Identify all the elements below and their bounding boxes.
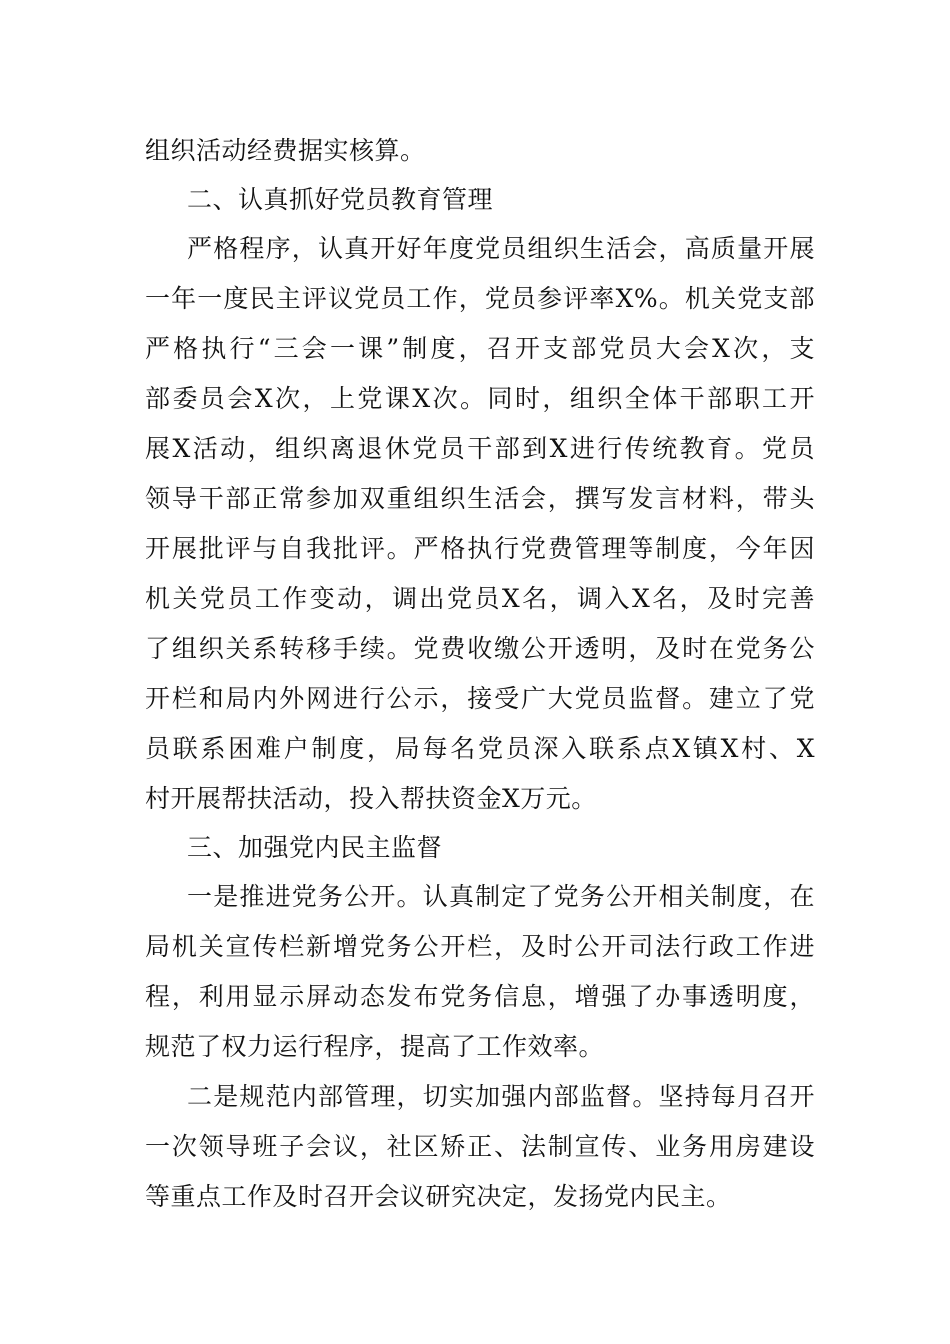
section-heading: 二、认真抓好党员教育管理	[187, 185, 494, 214]
text-line: 一次领导班子会议，社区矫正、法制宣传、业务用房建设	[145, 1132, 815, 1161]
text-line: 村开展帮扶活动，投入帮扶资金X万元。	[145, 784, 597, 813]
text-line: 组织活动经费据实核算。	[145, 136, 426, 165]
text-line: 一是推进党务公开。认真制定了党务公开相关制度，在	[187, 882, 815, 911]
text-line: 规范了权力运行程序，提高了工作效率。	[145, 1032, 605, 1061]
text-line: 严格执行“三会一课”制度，召开支部党员大会X次，支	[145, 334, 815, 363]
text-line: 了组织关系转移手续。党费收缴公开透明，及时在党务公	[145, 634, 815, 663]
section-heading: 三、加强党内民主监督	[187, 833, 443, 862]
text-line: 领导干部正常参加双重组织生活会，撰写发言材料，带头	[145, 484, 815, 513]
text-line: 部委员会X次，上党课X次。同时，组织全体干部职工开	[145, 384, 815, 413]
text-line: 展X活动，组织离退休党员干部到X进行传统教育。党员	[145, 434, 815, 463]
text-line: 严格程序，认真开好年度党员组织生活会，高质量开展	[187, 234, 815, 263]
text-line: 开栏和局内外网进行公示，接受广大党员监督。建立了党	[145, 684, 815, 713]
text-line: 员联系困难户制度，局每名党员深入联系点X镇X村、X	[145, 734, 815, 763]
text-line: 等重点工作及时召开会议研究决定，发扬党内民主。	[145, 1182, 732, 1211]
text-line: 开展批评与自我批评。严格执行党费管理等制度，今年因	[145, 534, 815, 563]
text-line: 一年一度民主评议党员工作，党员参评率X%。机关党支部	[145, 284, 815, 313]
text-line: 局机关宣传栏新增党务公开栏，及时公开司法行政工作进	[145, 932, 815, 961]
text-line: 机关党员工作变动，调出党员X名，调入X名，及时完善	[145, 584, 815, 613]
text-line: 二是规范内部管理，切实加强内部监督。坚持每月召开	[187, 1082, 815, 1111]
text-line: 程，利用显示屏动态发布党务信息，增强了办事透明度，	[145, 982, 815, 1011]
